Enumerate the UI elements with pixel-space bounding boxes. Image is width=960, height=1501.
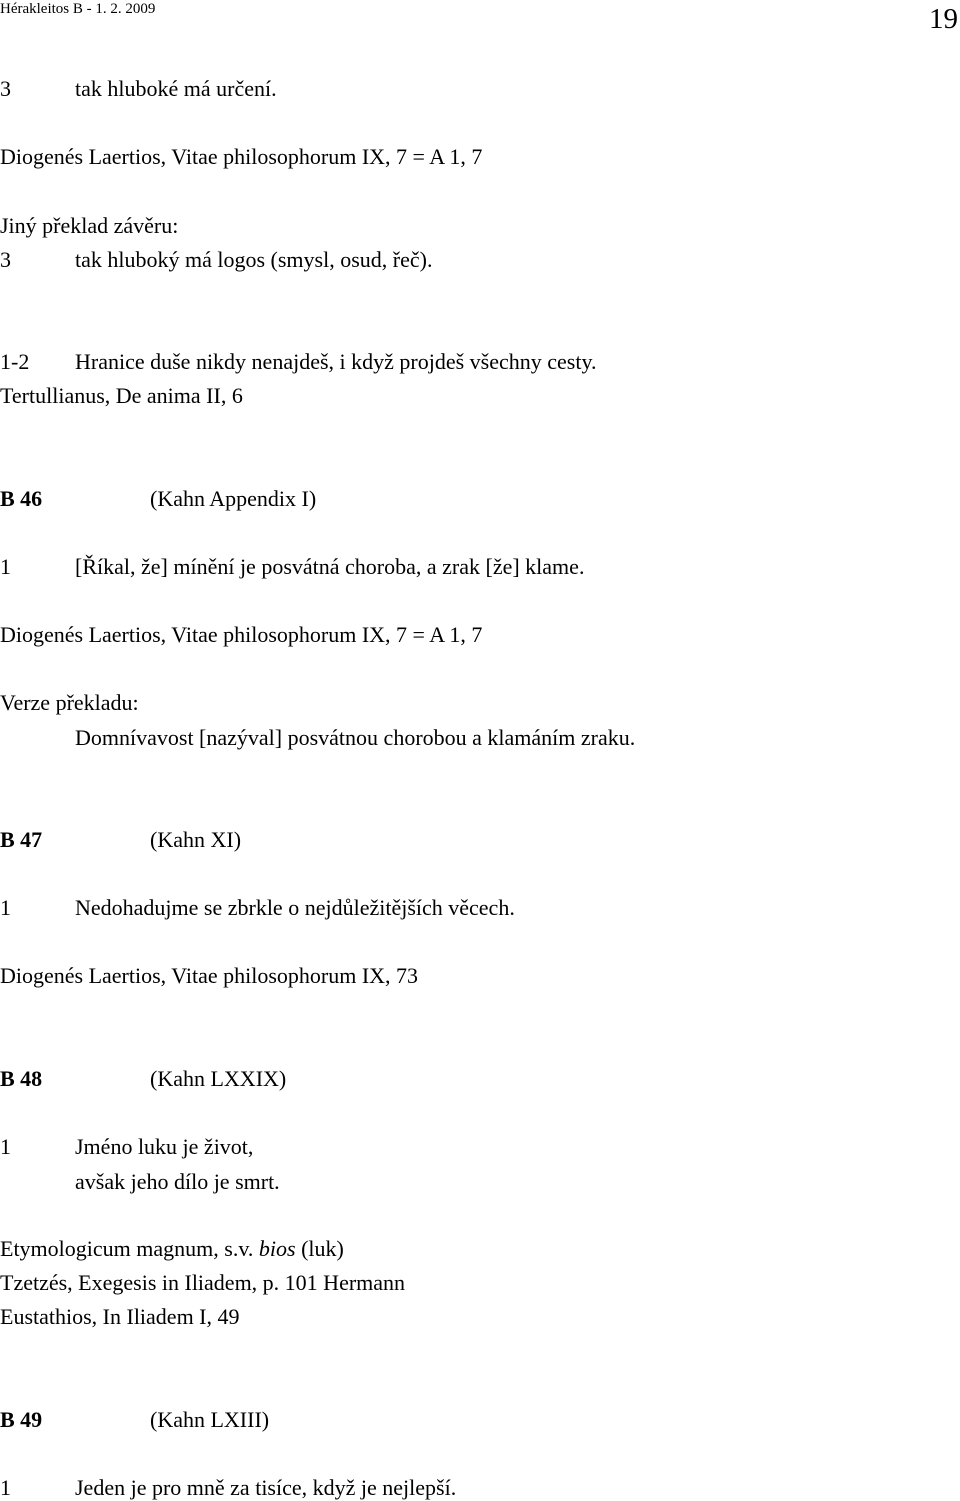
line-number: 3 (0, 247, 11, 272)
fragment-line (0, 554, 585, 580)
line-text: tak hluboký má logos (smysl, osud, řeč). (75, 247, 433, 272)
fragment-heading-b48 (0, 1066, 287, 1092)
line-number: 3 (0, 76, 11, 101)
source-citation: Diogenés Laertios, Vitae philosophorum IX, 7 = A 1, 7 (0, 622, 483, 647)
fragment-line (0, 895, 515, 921)
fragment-id: B 46 (0, 486, 43, 511)
line-number: 1 (0, 1475, 11, 1500)
line-text-continued: avšak jeho dílo je smrt. (75, 1169, 280, 1194)
fragment-heading-b49 (0, 1407, 270, 1433)
line-number: 1 (0, 554, 11, 579)
fragment-id: B 47 (0, 827, 43, 852)
line-text: [Říkal, že] mínění je posvátná choroba, a zrak [že] klame. (75, 554, 585, 579)
alt-translation-label: Jiný překlad závěru: (0, 213, 179, 238)
source-citation: Eustathios, In Iliadem I, 49 (0, 1304, 240, 1329)
source-text: Etymologicum magnum, s.v. (0, 1236, 259, 1261)
source-citation (0, 1236, 344, 1262)
page-number: 19 (929, 3, 958, 35)
fragment-line (0, 1134, 254, 1160)
fragment-line (0, 349, 597, 375)
line-text: Nedohadujme se zbrkle o nejdůležitějších věcech. (75, 895, 515, 920)
source-italic-term: bios (258, 1236, 296, 1261)
fragment-heading-b47 (0, 827, 242, 853)
fragment-line (0, 76, 277, 102)
kahn-reference: (Kahn Appendix I) (150, 486, 317, 511)
running-title: Hérakleitos B - 1. 2. 2009 (0, 1, 156, 17)
source-text: (luk) (295, 1236, 344, 1261)
source-citation: Tertullianus, De anima II, 6 (0, 383, 243, 408)
line-text: Jeden je pro mně za tisíce, když je nejlepší. (75, 1475, 457, 1500)
source-citation: Tzetzés, Exegesis in Iliadem, p. 101 Hermann (0, 1270, 406, 1295)
source-citation: Diogenés Laertios, Vitae philosophorum IX, 73 (0, 963, 419, 988)
line-text: Hranice duše nikdy nenajdeš, i když projdeš všechny cesty. (75, 349, 597, 374)
line-text: Jméno luku je život, (75, 1134, 254, 1159)
version-text: Domnívavost [nazýval] posvátnou chorobou a klamáním zraku. (75, 725, 636, 750)
kahn-reference: (Kahn LXIII) (150, 1407, 270, 1432)
line-number: 1-2 (0, 349, 30, 374)
line-text: tak hluboké má určení. (75, 76, 277, 101)
fragment-line (0, 247, 433, 273)
source-citation: Diogenés Laertios, Vitae philosophorum IX, 7 = A 1, 7 (0, 144, 483, 169)
kahn-reference: (Kahn LXXIX) (150, 1066, 287, 1091)
line-number: 1 (0, 1134, 11, 1159)
version-label: Verze překladu: (0, 690, 139, 715)
fragment-id: B 49 (0, 1407, 43, 1432)
kahn-reference: (Kahn XI) (150, 827, 242, 852)
fragment-heading-b46 (0, 486, 317, 512)
fragment-line (0, 1475, 457, 1501)
line-number: 1 (0, 895, 11, 920)
fragment-id: B 48 (0, 1066, 43, 1091)
